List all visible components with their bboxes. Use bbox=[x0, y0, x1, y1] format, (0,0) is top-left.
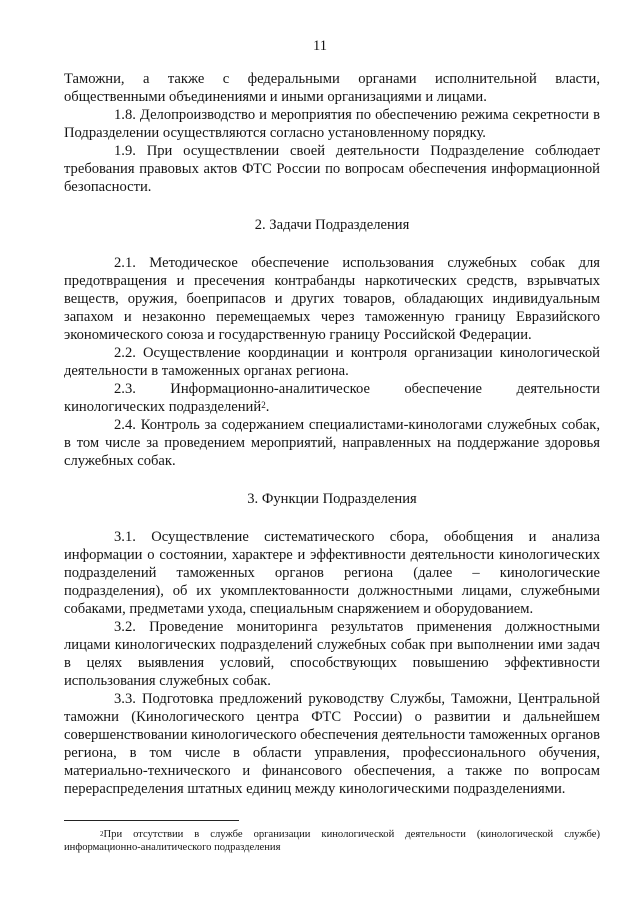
document-body bbox=[64, 70, 600, 798]
footnote-marker: 2 bbox=[100, 830, 104, 838]
paragraph-3-1: 3.1. Осуществление систематического сбора, обобщения и анализа информации о состоянии, характере и эффективности деятельности кинологических подразделений таможенных органов региона (далее – кинологические подразделения), об их укомплектованности должностными лицами, служебными собаками, предметами ухода, специальным снаряжением и оборудованием. bbox=[64, 529, 600, 617]
paragraph-2-1: 2.1. Методическое обеспечение использования служебных собак для предотвращения и пресечения контрабанды наркотических средств, взрывчатых веществ, оружия, боеприпасов и других товаров, обладающих индивидуальным запахом и незаконно перемещаемых через таможенную границу Евразийского экономического союза и государственную границу Российской Федерации. bbox=[64, 255, 600, 343]
paragraph-2-4: 2.4. Контроль за содержанием специалистами-кинологами служебных собак, в том числе за проведением мероприятий, направленных на поддержание здоровья служебных собак. bbox=[64, 417, 600, 469]
footnote bbox=[64, 828, 600, 854]
paragraph-continuation: Таможни, а также с федеральными органами исполнительной власти, общественными объединениями и иными организациями и лицами. bbox=[64, 71, 600, 105]
footnote-reference[interactable]: 2 bbox=[261, 400, 266, 410]
footnote-separator bbox=[64, 820, 239, 821]
section-heading-2: 2. Задачи Подразделения bbox=[254, 217, 410, 233]
paragraph-3-3: 3.3. Подготовка предложений руководству Службы, Таможни, Центральной таможни (Кинологического центра ФТС России) о развитии и дальнейшем совершенствовании кинологического обеспечения деятельности таможенных органов региона, в том числе в области управления, профессионального обучения, материально-технического и финансового обеспечения, а также по вопросам перераспределения штатных единиц между кинологическими подразделениями. bbox=[64, 691, 600, 797]
paragraph-1-9: 1.9. При осуществлении своей деятельности Подразделение соблюдает требования правовых актов ФТС России по вопросам обеспечения информационной безопасности. bbox=[64, 143, 600, 195]
page-number: 11 bbox=[313, 38, 327, 54]
paragraph-2-3 bbox=[64, 380, 600, 416]
section-heading-3: 3. Функции Подразделения bbox=[247, 491, 417, 507]
paragraph-2-2: 2.2. Осуществление координации и контроля организации кинологической деятельности в таможенных органах региона. bbox=[64, 345, 600, 379]
paragraph-3-2: 3.2. Проведение мониторинга результатов применения должностными лицами кинологических подразделений служебных собак при выполнении ими задач в целях выявления условий, способствующих повышению эффективности использования служебных собак. bbox=[64, 619, 600, 689]
paragraph-2-3-end: . bbox=[265, 399, 270, 415]
paragraph-2-3-text: 2.3. Информационно-аналитическое обеспечение деятельности кинологических подразделений bbox=[64, 381, 600, 415]
paragraph-1-8: 1.8. Делопроизводство и мероприятия по обеспечению режима секретности в Подразделении осуществляются согласно установленному порядку. bbox=[64, 107, 600, 141]
footnote-text: При отсутствии в службе организации кинологической деятельности (кинологической службе) информационно-аналитического подразделения bbox=[64, 829, 600, 853]
